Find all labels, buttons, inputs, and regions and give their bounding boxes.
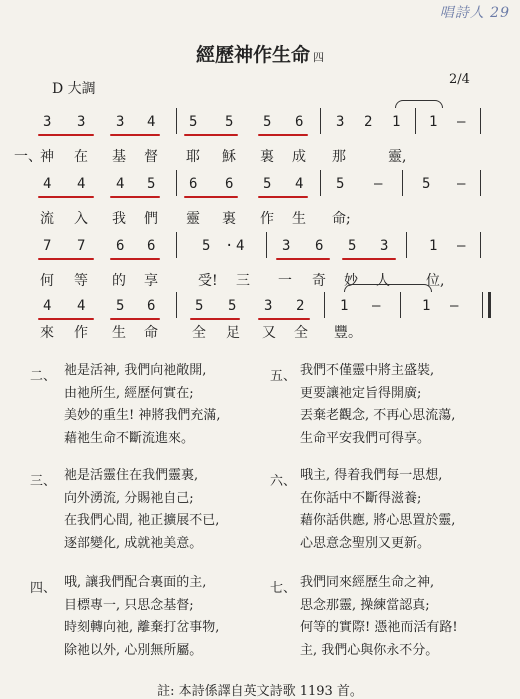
lyric-char: 三 bbox=[236, 273, 250, 289]
verse-line: 在你話中不斷得滋養; bbox=[300, 490, 422, 506]
slur-mark bbox=[395, 100, 443, 108]
verse-line: 目標專一, 只思念基督; bbox=[64, 597, 194, 613]
lyric-char: 那 bbox=[332, 149, 346, 165]
verse-line: 哦主, 得着我們每一思想, bbox=[300, 468, 443, 483]
lyric-char: 奇 bbox=[312, 273, 326, 289]
verse-4 bbox=[64, 572, 219, 662]
lyrics-line-2 bbox=[14, 208, 504, 228]
lyric-char: 來 bbox=[40, 325, 54, 341]
hymn-title bbox=[0, 40, 520, 67]
beat-underline bbox=[258, 134, 308, 136]
verse-line: 心思意念聖別又更新。 bbox=[300, 535, 431, 551]
beat-underline bbox=[110, 258, 160, 260]
lyric-char: 豐。 bbox=[334, 325, 362, 341]
lyric-char: 入 bbox=[74, 211, 88, 227]
note: 3 bbox=[380, 238, 389, 254]
verse-3 bbox=[64, 465, 219, 555]
note: 5 bbox=[225, 114, 234, 130]
note: 5 bbox=[116, 298, 125, 314]
bar-line bbox=[480, 108, 481, 134]
bar-line bbox=[176, 108, 177, 134]
verse-line: 除祂以外, 心別無所屬。 bbox=[64, 642, 203, 658]
verse-line: 時刻轉向祂, 離棄打岔事物, bbox=[64, 620, 220, 635]
verse-line: 思念那靈, 操練當認真; bbox=[300, 597, 430, 613]
note: 1 bbox=[392, 114, 401, 130]
bar-line bbox=[176, 232, 177, 258]
beat-underline bbox=[110, 318, 160, 320]
lyric-char: 足 bbox=[226, 325, 240, 341]
lyric-char: 享 bbox=[144, 273, 158, 289]
lyric-char: 全 bbox=[192, 325, 206, 341]
lyric-char: 在 bbox=[74, 149, 88, 165]
lyric-char: 靈 bbox=[186, 211, 200, 227]
lyric-char: 流 bbox=[40, 211, 54, 227]
note: 3 bbox=[77, 114, 86, 130]
lyric-char: 基 bbox=[112, 149, 126, 165]
verse-line: 我們不僅靈中將主盛裝, bbox=[300, 363, 435, 378]
lyric-char: 督 bbox=[144, 149, 158, 165]
lyrics-line-1 bbox=[14, 146, 504, 166]
note: 3 bbox=[264, 298, 273, 314]
note: 1 bbox=[340, 298, 349, 314]
note: 7 bbox=[43, 238, 52, 254]
note: 3 bbox=[282, 238, 291, 254]
note: 6 bbox=[225, 176, 234, 192]
note: 5 bbox=[348, 238, 357, 254]
note: 5 bbox=[336, 176, 345, 192]
verse-line: 生命平安我們可得享。 bbox=[300, 430, 431, 446]
note: 5 bbox=[189, 114, 198, 130]
note: 6 bbox=[315, 238, 324, 254]
verse-line: 在我們心間, 祂正擴展不已, bbox=[64, 513, 220, 528]
verse-number: 六、 bbox=[270, 474, 297, 489]
bar-line bbox=[482, 292, 483, 318]
note: 1 bbox=[422, 298, 431, 314]
note: 4 bbox=[116, 176, 125, 192]
lyric-char: 神 bbox=[40, 149, 54, 165]
note: 5 bbox=[147, 176, 156, 192]
note: 6 bbox=[147, 298, 156, 314]
note: 6 bbox=[295, 114, 304, 130]
footnote: 註: 本詩係譯自英文詩歌 1193 首。 bbox=[157, 684, 363, 699]
note: 3 bbox=[116, 114, 125, 130]
verse-line: 何等的實際! 憑祂而活有路! bbox=[300, 620, 458, 635]
beat-underline bbox=[342, 258, 396, 260]
verse-5 bbox=[300, 360, 455, 450]
note: 1 bbox=[429, 238, 438, 254]
bar-line bbox=[176, 170, 177, 196]
slur-mark bbox=[344, 284, 432, 292]
verse-line: 丟棄老觀念, 不再心思流蕩, bbox=[300, 408, 456, 423]
lyric-char: 作 bbox=[260, 211, 274, 227]
bar-line bbox=[320, 170, 321, 196]
bar-line bbox=[480, 232, 481, 258]
lyric-char: 成 bbox=[292, 149, 306, 165]
beat-underline bbox=[276, 258, 330, 260]
verse-line: 主, 我們心與你永不分。 bbox=[300, 642, 439, 658]
lyric-char: 位, bbox=[426, 273, 445, 289]
lyrics-line-4 bbox=[14, 322, 504, 342]
beat-underline bbox=[38, 258, 94, 260]
bar-line bbox=[406, 232, 407, 258]
beat-underline bbox=[184, 134, 238, 136]
note: 5 bbox=[263, 176, 272, 192]
note: 1 bbox=[429, 114, 438, 130]
lyric-char: 又 bbox=[262, 325, 276, 341]
notation-line-4 bbox=[30, 298, 510, 320]
note: 4 bbox=[147, 114, 156, 130]
beat-underline bbox=[38, 318, 94, 320]
note: 6 bbox=[147, 238, 156, 254]
verse-number: 四、 bbox=[30, 581, 57, 596]
lyric-char: 妙 bbox=[344, 273, 358, 289]
bar-line bbox=[415, 108, 416, 134]
bar-line bbox=[400, 292, 401, 318]
verse-line: 哦, 讓我們配合裏面的主, bbox=[64, 575, 207, 590]
lyric-char: 作 bbox=[74, 325, 88, 341]
note: 5 bbox=[228, 298, 237, 314]
notation-line-3 bbox=[30, 238, 510, 260]
bar-line bbox=[324, 292, 325, 318]
verse-number: 七、 bbox=[270, 581, 297, 596]
verse-line: 祂是活神, 我們向祂敞開, bbox=[64, 363, 207, 378]
bar-line bbox=[266, 232, 267, 258]
bar-line bbox=[402, 170, 403, 196]
beat-underline bbox=[190, 318, 240, 320]
note: 3 bbox=[336, 114, 345, 130]
key-signature: D 大調 bbox=[52, 81, 96, 97]
note: 6 bbox=[189, 176, 198, 192]
note: 5 bbox=[202, 238, 211, 254]
lyric-char: 耶 bbox=[186, 149, 200, 165]
note: 5 bbox=[195, 298, 204, 314]
note: – bbox=[374, 176, 383, 192]
note: 4 bbox=[236, 238, 245, 254]
hymn-title-number: 四 bbox=[313, 51, 324, 64]
verse-line: 我們同來經歷生命之神, bbox=[300, 575, 435, 590]
note: 5 bbox=[263, 114, 272, 130]
note: 4 bbox=[43, 176, 52, 192]
lyric-char: 何 bbox=[40, 273, 54, 289]
bar-line bbox=[320, 108, 321, 134]
verse-line: 祂是活靈住在我們靈裏, bbox=[64, 468, 199, 483]
lyric-char: 人 bbox=[376, 273, 390, 289]
notation-line-1 bbox=[30, 114, 510, 136]
verse-number: 五、 bbox=[270, 369, 297, 384]
verse-2 bbox=[64, 360, 221, 450]
note: · bbox=[225, 238, 234, 254]
final-bar-line bbox=[488, 292, 491, 318]
verse-number: 三、 bbox=[30, 474, 57, 489]
lyric-char: 裏 bbox=[222, 211, 236, 227]
time-signature: 2/4 bbox=[449, 72, 470, 87]
note: 6 bbox=[116, 238, 125, 254]
lyric-char: 命 bbox=[144, 325, 158, 341]
verse-7 bbox=[300, 572, 458, 662]
note: 4 bbox=[43, 298, 52, 314]
bar-line bbox=[480, 170, 481, 196]
note: – bbox=[372, 298, 381, 314]
verse-line: 藉祂生命不斷流進來。 bbox=[64, 430, 195, 446]
lyric-char: 我 bbox=[112, 211, 126, 227]
lyric-char: 全 bbox=[294, 325, 308, 341]
note: 7 bbox=[77, 238, 86, 254]
note: 5 bbox=[422, 176, 431, 192]
beat-underline bbox=[258, 196, 308, 198]
bar-line bbox=[176, 292, 177, 318]
note: – bbox=[450, 298, 459, 314]
verse-line: 美妙的重生! 神將我們充滿, bbox=[64, 408, 221, 423]
note: – bbox=[457, 238, 466, 254]
verse-line: 更要讓祂定旨得開廣; bbox=[300, 385, 422, 401]
beat-underline bbox=[184, 196, 238, 198]
note: 3 bbox=[43, 114, 52, 130]
beat-underline bbox=[38, 134, 94, 136]
beat-underline bbox=[110, 196, 160, 198]
beat-underline bbox=[110, 134, 160, 136]
verse-line: 由祂所生, 經歷何實在; bbox=[64, 385, 194, 401]
beat-underline bbox=[258, 318, 310, 320]
note: 2 bbox=[364, 114, 373, 130]
lyric-char: 受! bbox=[198, 273, 218, 289]
note: 4 bbox=[295, 176, 304, 192]
lyric-char: 生 bbox=[292, 211, 306, 227]
note: 4 bbox=[77, 298, 86, 314]
notation-line-2 bbox=[30, 176, 510, 198]
verse-6 bbox=[300, 465, 455, 555]
lyric-char: 穌 bbox=[222, 149, 236, 165]
verse-label: 一、 bbox=[14, 149, 42, 165]
lyric-char: 生 bbox=[112, 325, 126, 341]
lyric-char: 靈, bbox=[388, 149, 407, 165]
lyric-char: 等 bbox=[74, 273, 88, 289]
lyric-char: 裏 bbox=[260, 149, 274, 165]
note: – bbox=[457, 176, 466, 192]
lyric-char: 命; bbox=[332, 211, 351, 227]
verse-line: 向外湧流, 分賜祂自己; bbox=[64, 490, 194, 506]
lyric-char: 一 bbox=[278, 273, 292, 289]
note: – bbox=[457, 114, 466, 130]
verse-line: 藉你話供應, 將心思置於靈, bbox=[300, 513, 456, 528]
note: 4 bbox=[77, 176, 86, 192]
verse-line: 逐部變化, 成就祂美意。 bbox=[64, 535, 203, 551]
verse-number: 二、 bbox=[30, 369, 57, 384]
note: 2 bbox=[296, 298, 305, 314]
lyric-char: 們 bbox=[144, 211, 158, 227]
hymn-title-text: 經歷神作生命 bbox=[195, 44, 310, 66]
beat-underline bbox=[38, 196, 94, 198]
lyric-char: 的 bbox=[112, 273, 126, 289]
handwritten-page-number: 唱詩人 29 bbox=[439, 5, 510, 21]
